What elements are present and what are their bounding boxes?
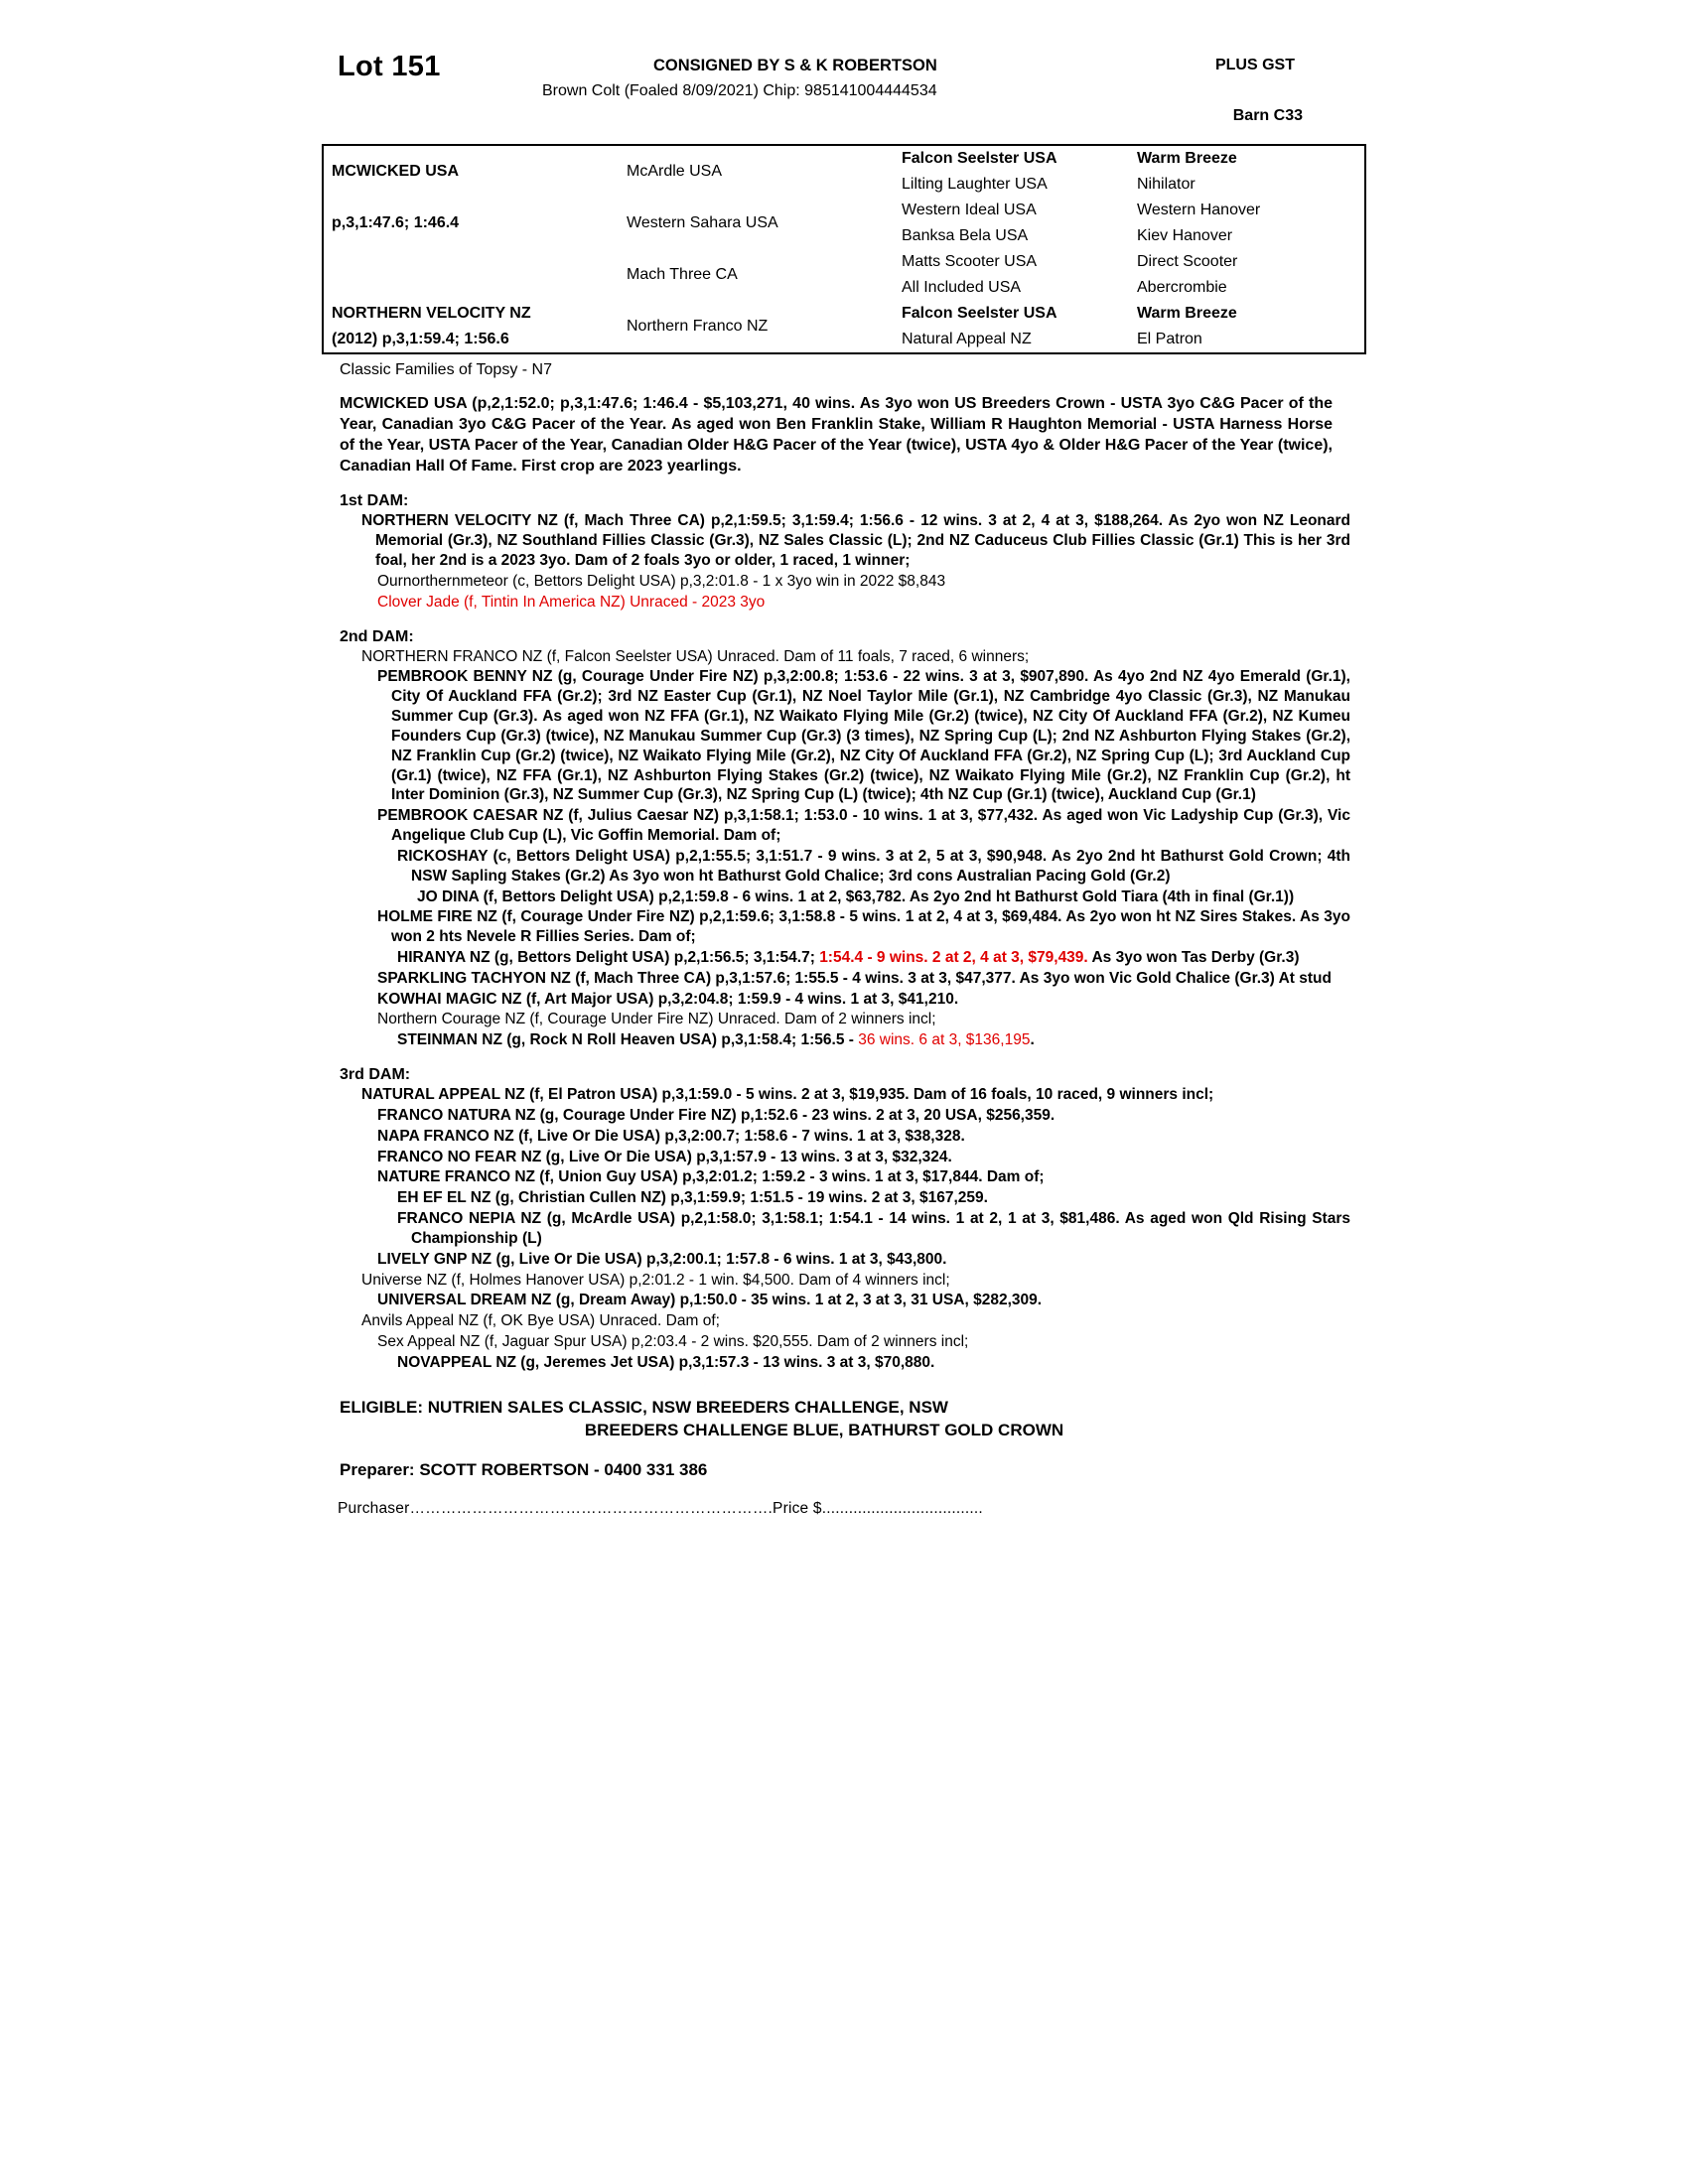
pedigree-entry (365, 969, 1350, 989)
pedigree-entry (385, 1188, 1350, 1208)
plus-gst-label: PLUS GST (1214, 57, 1295, 73)
pedigree-entry (405, 887, 1350, 907)
pedigree-entry (385, 1030, 1350, 1050)
consignor-line: CONSIGNED BY S & K ROBERTSON (653, 57, 937, 74)
entry-text-tail: . (1030, 1031, 1035, 1049)
pedigree-entry (350, 1085, 1350, 1105)
pedigree-entry (385, 948, 1350, 968)
pedigree-entry-highlight: Clover Jade (f, Tintin In America NZ) Unraced - 2023 3yo (377, 593, 766, 611)
table-row (323, 301, 1365, 327)
table-row (323, 145, 1365, 172)
table-row (323, 249, 1365, 275)
pedigree-table-wrap (332, 144, 1350, 354)
page-sheet (332, 45, 1350, 1518)
classic-families-line: Classic Families of Topsy - N7 (340, 361, 552, 378)
pedigree-entry: Anvils Appeal NZ (f, OK Bye USA) Unraced. Dam of; (361, 1312, 720, 1330)
ped-cell (323, 249, 619, 301)
ped-cell: Nihilator (1137, 176, 1196, 194)
pedigree-entry: Ournorthernmeteor (c, Bettors Delight USA) p,3,2:01.8 - 1 x 3yo win in 2022 $8,843 (377, 572, 946, 590)
eligibility-line-1: ELIGIBLE: NUTRIEN SALES CLASSIC, NSW BREEDERS CHALLENGE, NSW (340, 1397, 948, 1417)
table-row (323, 198, 1365, 223)
third-dam-heading: 3rd DAM: (340, 1066, 411, 1084)
entry-text: NORTHERN VELOCITY NZ (f, Mach Three CA) p,2,1:59.5; 3,1:59.4; 1:56.6 - 12 wins. 3 at 2, 4 at 3, $188,264. As 2yo won NZ Leonard Memorial (Gr.3), NZ Southland Fillies Classic (Gr.3), NZ Sales Classic (L); 2nd NZ Caduceus Club Fillies Classic (Gr.1) This is her 3rd foal, her 2nd is a 2023 3yo. Dam of 2 foals 3yo or older, 1 raced, 1 winner; (361, 512, 1350, 570)
ped-cell: Matts Scooter USA (902, 253, 1038, 271)
entry-text: LIVELY GNP NZ (g, Live Or Die USA) p,3,2:00.1; 1:57.8 - 6 wins. 1 at 3, $43,800. (377, 1250, 947, 1268)
ped-cell: Direct Scooter (1137, 253, 1238, 271)
dam-name: NORTHERN VELOCITY NZ (332, 305, 531, 323)
entry-text: NATURE FRANCO NZ (f, Union Guy USA) p,3,2:01.2; 1:59.2 - 3 wins. 1 at 3, $17,844. Dam of; (377, 1168, 1045, 1186)
entry-text: PEMBROOK CAESAR NZ (f, Julius Caesar NZ) p,3,1:58.1; 1:53.0 - 10 wins. 1 at 3, $77,432. As aged won Vic Ladyship Cup (Gr.3), Vic Angelique Club Cup (L), Vic Goffin Memorial. Dam of; (377, 807, 1350, 845)
pedigree-entry (365, 1291, 1350, 1310)
ped-cell: Lilting Laughter USA (902, 176, 1048, 194)
ped-cell: Natural Appeal NZ (902, 331, 1032, 348)
pedigree-entry (385, 1353, 1350, 1373)
pedigree-entry (385, 1209, 1350, 1249)
pedigree-entry (365, 806, 1350, 846)
eligibility-block (338, 1397, 1350, 1442)
entry-text: FRANCO NATURA NZ (g, Courage Under Fire NZ) p,1:52.6 - 23 wins. 2 at 3, 20 USA, $256,359. (377, 1106, 1055, 1124)
pedigree-entry (365, 667, 1350, 805)
entry-text: UNIVERSAL DREAM NZ (g, Dream Away) p,1:50.0 - 35 wins. 1 at 2, 3 at 3, 31 USA, $282,309. (377, 1292, 1043, 1309)
pedigree-table (322, 144, 1366, 354)
ped-cell: Warm Breeze (1137, 305, 1237, 323)
entry-text: KOWHAI MAGIC NZ (f, Art Major USA) p,3,2:04.8; 1:59.9 - 4 wins. 1 at 3, $41,210. (377, 990, 959, 1008)
ped-cell: Warm Breeze (1137, 150, 1237, 168)
preparer-line: Preparer: SCOTT ROBERTSON - 0400 331 386 (340, 1459, 708, 1479)
sire-name: MCWICKED USA (332, 163, 459, 181)
ped-cell: All Included USA (902, 279, 1022, 297)
ped-cell: Western Sahara USA (627, 214, 778, 232)
pedigree-entry (365, 1127, 1350, 1147)
ped-cell: Abercrombie (1137, 279, 1227, 297)
pedigree-entry (365, 907, 1350, 947)
dam-record: (2012) p,3,1:59.4; 1:56.6 (332, 331, 509, 348)
ped-cell: Falcon Seelster USA (902, 150, 1057, 168)
entry-text: HIRANYA NZ (g, Bettors Delight USA) p,2,1:56.5; 3,1:54.7; (397, 949, 820, 966)
pedigree-entry (365, 1148, 1350, 1167)
ped-cell: Falcon Seelster USA (902, 305, 1057, 323)
lot-number: Lot 151 (338, 51, 441, 82)
entry-text: JO DINA (f, Bettors Delight USA) p,2,1:59.8 - 6 wins. 1 at 2, $63,782. As 2yo 2nd ht Bathurst Gold Tiara (4th in final (Gr.1)) (417, 887, 1295, 905)
sire-record: p,3,1:47.6; 1:46.4 (332, 214, 460, 232)
pedigree-entry (365, 1250, 1350, 1270)
ped-cell: Mach Three CA (627, 266, 738, 284)
ped-cell: El Patron (1137, 331, 1202, 348)
ped-cell: Northern Franco NZ (627, 318, 769, 336)
pedigree-entry (350, 511, 1350, 570)
entry-highlight: 1:54.4 - 9 wins. 2 at 2, 4 at 3, $79,439. (819, 949, 1088, 966)
pedigree-entry (365, 1167, 1350, 1187)
entry-text: PEMBROOK BENNY NZ (g, Courage Under Fire NZ) p,3,2:00.8; 1:53.6 - 22 wins. 3 at 3, $907,890. As 4yo 2nd NZ 4yo Emerald (Gr.1), City Of Auckland FFA (Gr.2); 3rd NZ Easter Cup (Gr.1), NZ Noel Taylor Mile (Gr.1), NZ Cambridge 4yo Classic (Gr.3), NZ Manukau Summer Cup (Gr.3). As aged won NZ FFA (Gr.1), NZ Waikato Flying Mile (Gr.2) (twice), NZ City Of Auckland FFA (Gr.2), NZ Kumeu Founders Cup (Gr.3) (twice), NZ Manukau Summer Cup (Gr.3) (3 times), NZ Spring Cup (L); 2nd NZ Ashburton Flying Stakes (Gr.2), NZ Franklin Cup (Gr.2) (twice), NZ Waikato Flying Mile (Gr.2), NZ City Of Auckland FFA (Gr.2), NZ Spring Cup (L); 3rd Auckland Cup (Gr.1) (twice), NZ FFA (Gr.1), NZ Ashburton Flying Stakes (Gr.2) (twice), NZ Waikato Flying Mile (Gr.2), NZ Franklin Cup (Gr.2), ht Inter Dominion (Gr.3), NZ Summer Cup (Gr.3), NZ Spring Cup (L) (twice); 4th NZ Cup (Gr.1) (twice), Auckland Cup (Gr.1) (377, 668, 1350, 804)
entry-text: STEINMAN NZ (g, Rock N Roll Heaven USA) p,3,1:58.4; 1:56.5 - (397, 1031, 859, 1049)
entry-text: HOLME FIRE NZ (f, Courage Under Fire NZ) p,2,1:59.6; 3,1:58.8 - 5 wins. 1 at 2, 4 at 3, $69,484. As 2yo won ht NZ Sires Stakes. As 3yo won 2 hts Nevele R Fillies Series. Dam of; (377, 908, 1350, 946)
entry-text: SPARKLING TACHYON NZ (f, Mach Three CA) p,3,1:57.6; 1:55.5 - 4 wins. 3 at 3, $47,377. As 3yo won Vic Gold Chalice (Gr.3) At stud (377, 969, 1332, 987)
sire-performance-block: MCWICKED USA (p,2,1:52.0; p,3,1:47.6; 1:46.4 - $5,103,271, 40 wins. As 3yo won US Breeders Crown - USTA 3yo C&G Pacer of the Year, Canadian 3yo C&G Pacer of the Year. As aged won Ben Franklin Stake, William R Haughton Memorial - USTA Harness Horse of the Year, USTA Pacer of the Year, Canadian Older H&G Pacer of the Year (twice), USTA 4yo & Older H&G Pacer of the Year (twice), Canadian Hall Of Fame. First crop are 2023 yearlings. (340, 395, 1333, 476)
pedigree-entry (365, 1106, 1350, 1126)
entry-text: FRANCO NEPIA NZ (g, McArdle USA) p,2,1:58.0; 3,1:58.1; 1:54.1 - 14 wins. 1 at 2, 1 at 3, $81,486. As aged won Qld Rising Stars Championship (L) (397, 1210, 1350, 1247)
entry-text-tail: As 3yo won Tas Derby (Gr.3) (1087, 949, 1300, 966)
ped-cell: Banksa Bela USA (902, 227, 1029, 245)
entry-text: EH EF EL NZ (g, Christian Cullen NZ) p,3,1:59.9; 1:51.5 - 19 wins. 2 at 3, $167,259. (397, 1189, 988, 1207)
entry-text: NAPA FRANCO NZ (f, Live Or Die USA) p,3,2:00.7; 1:58.6 - 7 wins. 1 at 3, $38,328. (377, 1127, 965, 1145)
ped-cell: Western Hanover (1137, 202, 1261, 219)
purchaser-line: Purchaser…………………………………………………………….Price $.................................... (338, 1499, 983, 1517)
pedigree-entry: Sex Appeal NZ (f, Jaguar Spur USA) p,2:03.4 - 2 wins. $20,555. Dam of 2 winners incl; (377, 1333, 969, 1351)
entry-text: FRANCO NO FEAR NZ (g, Live Or Die USA) p,3,1:57.9 - 13 wins. 3 at 3, $32,324. (377, 1148, 952, 1165)
pedigree-entry (385, 847, 1350, 887)
entry-highlight: 36 wins. 6 at 3, $136,195 (858, 1031, 1031, 1049)
ped-cell: Western Ideal USA (902, 202, 1037, 219)
pedigree-entry: Universe NZ (f, Holmes Hanover USA) p,2:01.2 - 1 win. $4,500. Dam of 4 winners incl; (361, 1271, 950, 1289)
pedigree-entry: Northern Courage NZ (f, Courage Under Fire NZ) Unraced. Dam of 2 winners incl; (377, 1011, 936, 1028)
page-header (338, 45, 1350, 136)
pedigree-entry: NORTHERN FRANCO NZ (f, Falcon Seelster USA) Unraced. Dam of 11 foals, 7 raced, 6 winners; (361, 647, 1030, 665)
entry-text: RICKOSHAY (c, Bettors Delight USA) p,2,1:55.5; 3,1:51.7 - 9 wins. 3 at 2, 5 at 3, $90,948. As 2yo 2nd ht Bathurst Gold Crown; 4th NSW Sapling Stakes (Gr.2) As 3yo won ht Bathurst Gold Chalice; 3rd cons Australian Pacing Gold (Gr.2) (397, 847, 1350, 885)
entry-text: NOVAPPEAL NZ (g, Jeremes Jet USA) p,3,1:57.3 - 13 wins. 3 at 3, $70,880. (397, 1353, 935, 1371)
pedigree-entry (365, 990, 1350, 1010)
first-dam-heading: 1st DAM: (340, 492, 409, 510)
ped-cell: Kiev Hanover (1137, 227, 1233, 245)
ped-cell: McArdle USA (627, 163, 723, 181)
horse-description: Brown Colt (Foaled 8/09/2021) Chip: 985141004444534 (542, 82, 937, 99)
barn-label: Barn C33 (1232, 107, 1303, 124)
entry-text: NATURAL APPEAL NZ (f, El Patron USA) p,3,1:59.0 - 5 wins. 2 at 3, $19,935. Dam of 16 foals, 10 raced, 9 winners incl; (361, 1086, 1214, 1104)
second-dam-heading: 2nd DAM: (340, 627, 414, 645)
eligibility-line-2: BREEDERS CHALLENGE BLUE, BATHURST GOLD CROWN (584, 1420, 1064, 1439)
